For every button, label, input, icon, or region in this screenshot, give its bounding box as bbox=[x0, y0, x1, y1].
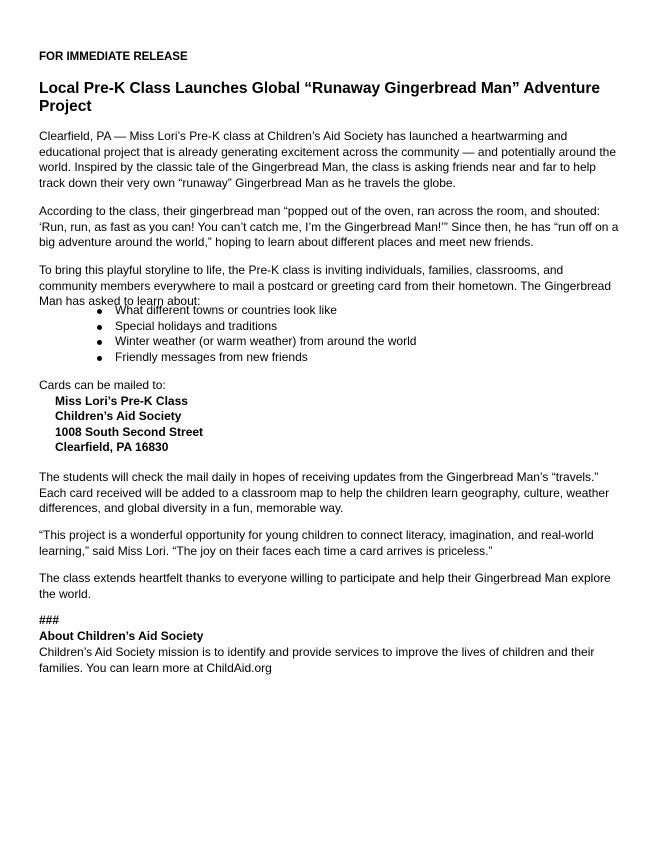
address-line: Children’s Aid Society bbox=[55, 409, 182, 423]
list-item: Special holidays and traditions bbox=[95, 319, 650, 335]
address-line: Miss Lori’s Pre-K Class bbox=[55, 393, 188, 408]
invitation-paragraph: To bring this playful storyline to life, the Pre-K class is inviting individuals, families, classrooms, and community members everywhere to mail a postcard or greeting card from their hometown. The Gingerbread Man has asked to learn about: bbox=[39, 263, 612, 308]
topics-list bbox=[95, 303, 650, 365]
about-text: Children’s Aid Society mission is to identify and provide services to improve the lives of children and their families. You can learn more at ChildAid.org bbox=[39, 645, 595, 675]
list-item: Friendly messages from new friends bbox=[95, 350, 650, 366]
updates-paragraph: The students will check the mail daily in hopes of receiving updates from the Gingerbread Man’s “travels.” Each card received will be added to a classroom map to help the children learn geography, culture, weather differences, and global diversity in a fun, memorable way. bbox=[39, 470, 610, 515]
address-line: Clearfield, PA 16830 bbox=[55, 440, 169, 454]
address-line: 1008 South Second Street bbox=[55, 424, 204, 439]
list-item: What different towns or countries look like bbox=[95, 303, 650, 319]
release-label: FOR IMMEDIATE RELEASE bbox=[39, 51, 188, 63]
about-heading: About Children’s Aid Society bbox=[39, 629, 204, 643]
end-mark: ### bbox=[39, 613, 60, 627]
story-paragraph: According to the class, their gingerbread man “popped out of the oven, ran across the room, and shouted: ‘Run, run, as fast as you can! You can’t catch me, I’m the Gingerbread Man!’” Since then, he has “run off on a big adventure around the world,” hoping to learn about different places and meet new friends. bbox=[39, 204, 619, 249]
quote-paragraph: “This project is a wonderful opportunity for young children to connect literacy, imagination, and real-world learning,” said Miss Lori. “The joy on their faces each time a card arrives is priceless.” bbox=[39, 528, 594, 558]
thanks-paragraph: The class extends heartfelt thanks to everyone willing to participate and help their Gingerbread Man explore the world. bbox=[39, 571, 611, 601]
headline: Local Pre-K Class Launches Global “Runaway Gingerbread Man” Adventure Project bbox=[39, 80, 601, 115]
mailing-address bbox=[55, 394, 635, 456]
intro-paragraph: Clearfield, PA — Miss Lori’s Pre-K class at Children’s Aid Society has launched a heartwarming and educational project that is already generating excitement across the community — and potentially around the world. Inspired by the classic tale of the Gingerbread Man, the class is asking friends near and far to help track down their very own “runaway” Gingerbread Man as he travels the globe. bbox=[39, 129, 616, 190]
mail-intro: Cards can be mailed to: bbox=[39, 378, 166, 392]
list-item: Winter weather (or warm weather) from around the world bbox=[95, 334, 650, 350]
